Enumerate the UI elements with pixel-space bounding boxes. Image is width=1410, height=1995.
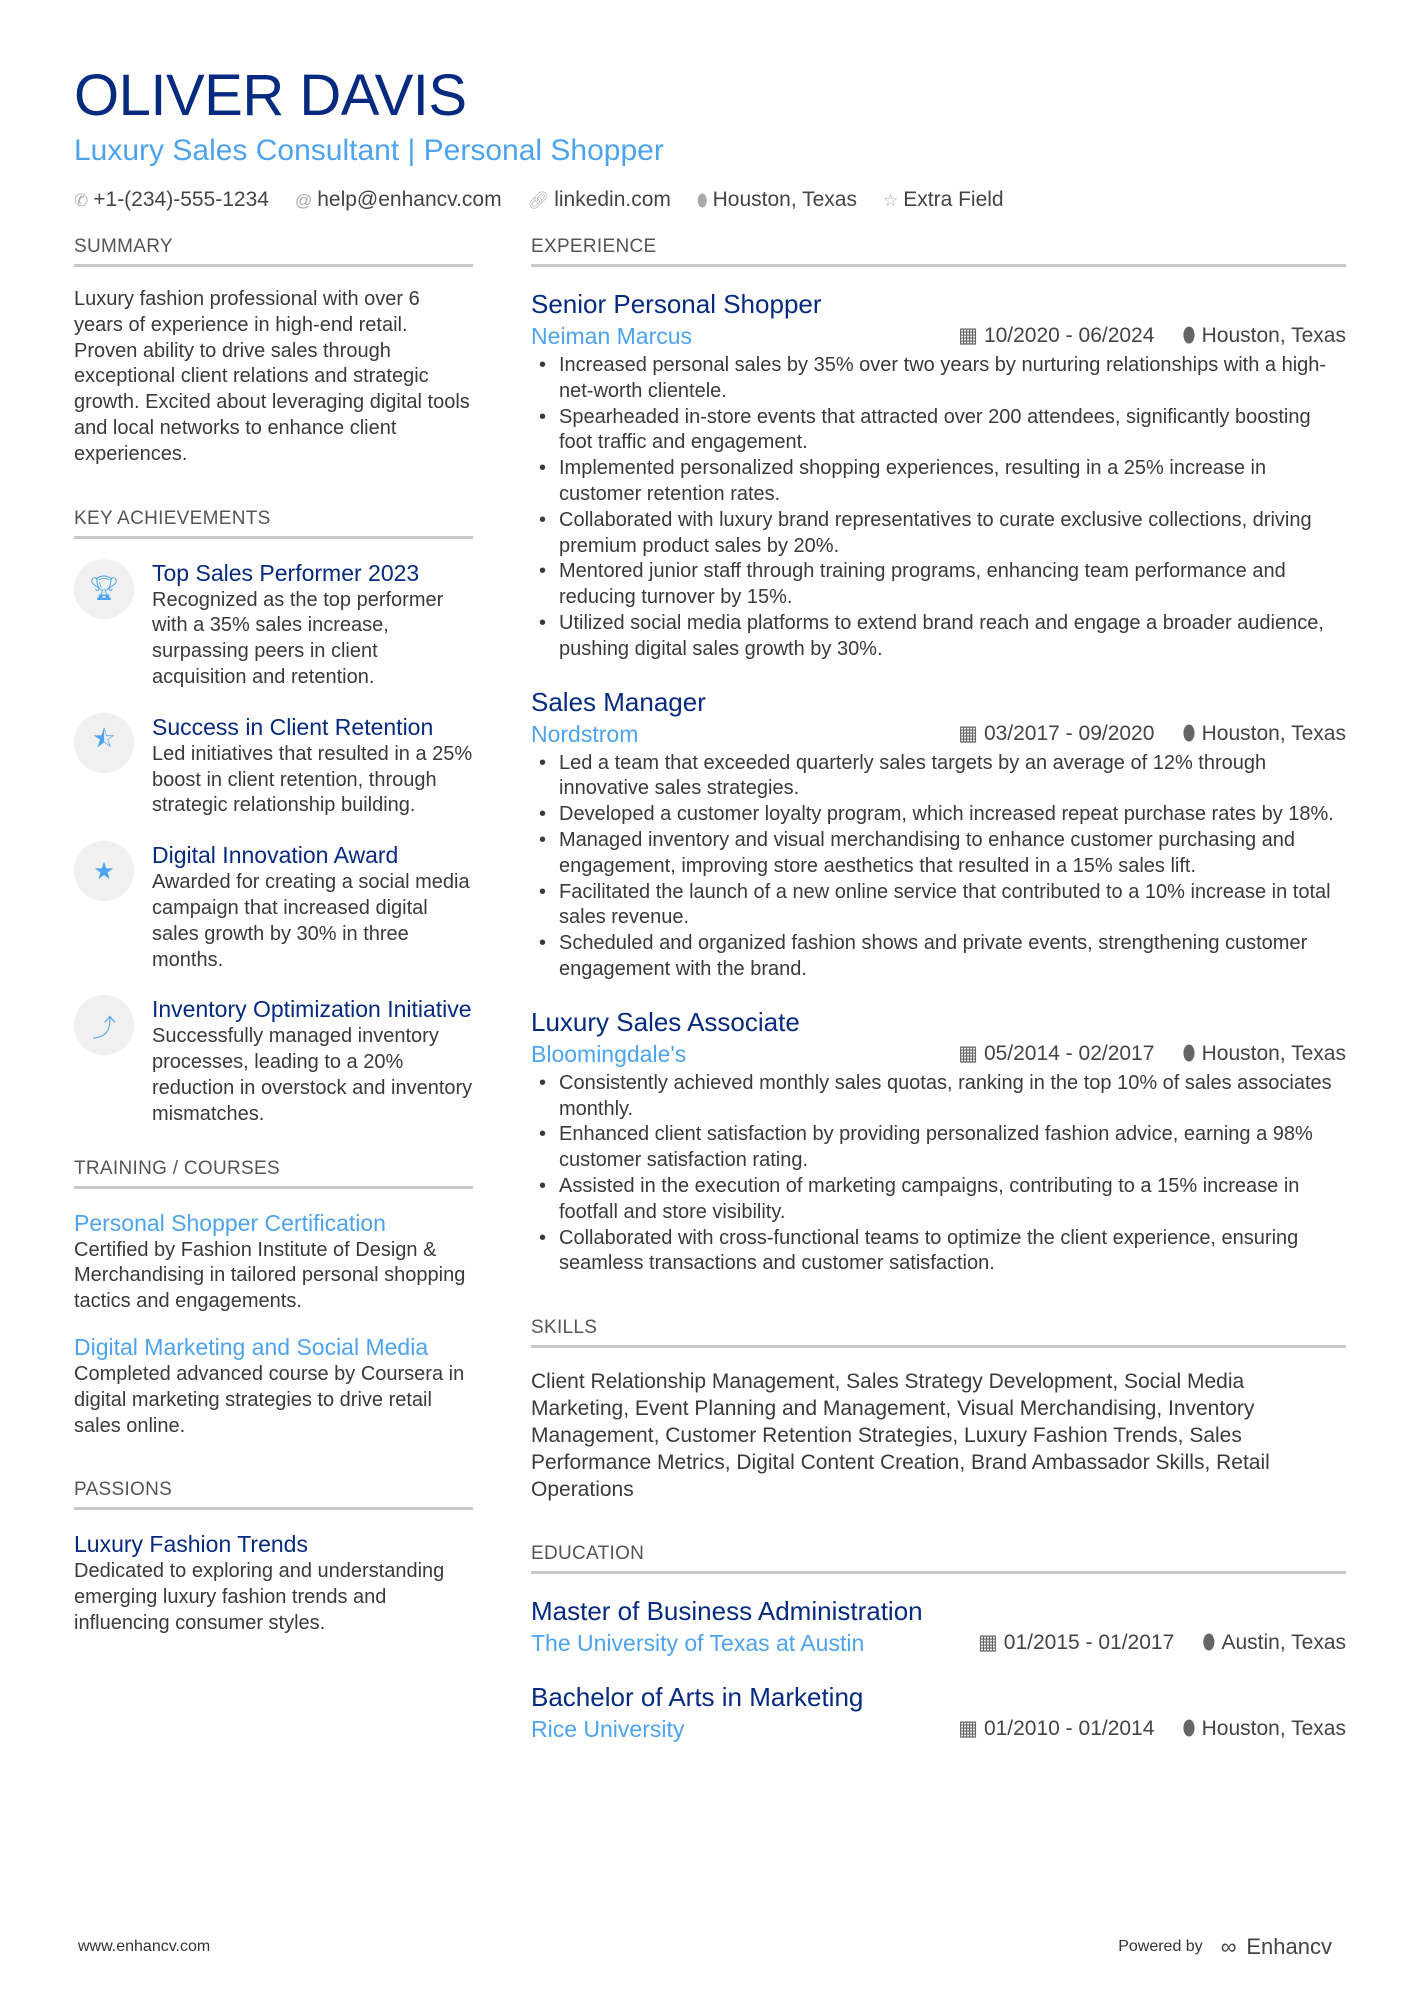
contact-text: help@enhancv.com (317, 188, 502, 211)
section-heading: PASSIONS (74, 1479, 473, 1510)
course-text: Completed advanced course by Coursera in digital marketing strategies to drive retail sales online. (74, 1362, 465, 1437)
school-name: Rice University (531, 1716, 685, 1743)
location-text: Houston, Texas (1201, 1717, 1346, 1741)
achievement-title: Success in Client Retention (152, 713, 434, 740)
contact-email[interactable] (295, 188, 502, 212)
job-bullet: • Consistently achieved monthly sales quotas, ranking in the top 10% of sales associates monthly. (531, 1071, 1346, 1123)
degree: Bachelor of Arts in Marketing (531, 1682, 864, 1713)
course-title: Digital Marketing and Social Media (74, 1333, 429, 1360)
education-entry (531, 1594, 1346, 1658)
resume-header (74, 62, 1004, 212)
job-bullet: • Developed a customer loyalty program, which increased repeat purchase rates by 18%. (531, 802, 1346, 828)
at-icon: @ (294, 191, 313, 210)
job-entry (531, 685, 1346, 983)
star-icon: ★ (74, 841, 134, 901)
contact-text: Houston, Texas (712, 188, 857, 211)
job-bullet: • Implemented personalized shopping experiences, resulting in a 25% increase in customer retention rates. (531, 456, 1346, 508)
job-dates (958, 719, 1154, 749)
achievement-item (74, 995, 473, 1127)
location-text: Houston, Texas (1201, 324, 1346, 347)
job-meta (958, 1039, 1346, 1069)
job-bullet: • Utilized social media platforms to extend brand reach and engage a broader audience, pushing digital sales growth by 30%. (531, 611, 1346, 663)
powered-by (1118, 1934, 1332, 1960)
location-text: Houston, Texas (1201, 1041, 1346, 1065)
job-bullet: • Enhanced client satisfaction by providing personalized fashion advice, earning a 98% customer satisfaction rating. (531, 1122, 1346, 1174)
section-heading: SUMMARY (74, 236, 473, 267)
achievement-item (74, 559, 473, 691)
company-name: Bloomingdale's (531, 1040, 687, 1067)
job-bullet: • Led a team that exceeded quarterly sales targets by an average of 12% through innovative sales strategies. (531, 751, 1346, 803)
job-meta-row (531, 719, 1346, 749)
job-bullet: • Facilitated the launch of a new online service that contributed to a 10% increase in total sales revenue. (531, 880, 1346, 932)
star-icon: ☆ (882, 191, 899, 210)
job-location (1182, 719, 1346, 749)
brand-name: Enhancv (1246, 1934, 1332, 1959)
powered-by-label: Powered by (1118, 1938, 1203, 1955)
section-heading: KEY ACHIEVEMENTS (74, 508, 473, 539)
achievement-text: Awarded for creating a social media campaign that increased digital sales growth by 30% in three months. (152, 871, 470, 971)
course-item (74, 1209, 473, 1315)
contact-linkedin[interactable] (528, 188, 671, 212)
enhancv-logo (1221, 1934, 1332, 1960)
job-bullet: • Spearheaded in-store events that attracted over 200 attendees, significantly boosting foot traffic and engagement. (531, 405, 1346, 457)
school-name: The University of Texas at Austin (531, 1630, 865, 1657)
footer (78, 1934, 1332, 1960)
education-location (1182, 1714, 1346, 1744)
location-text: Austin, Texas (1221, 1631, 1346, 1655)
location-icon: ⬮ (696, 191, 708, 210)
job-dates (958, 321, 1154, 351)
summary-section (74, 236, 473, 468)
job-bullet: • Scheduled and organized fashion shows and private events, strengthening customer engagement with the brand. (531, 931, 1346, 983)
section-heading: EDUCATION (531, 1543, 1346, 1574)
experience-section (531, 236, 1346, 1277)
location-icon: ⬮ (1182, 324, 1196, 347)
achievement-title: Inventory Optimization Initiative (152, 996, 472, 1023)
half-star-icon: ⯪ (74, 713, 134, 773)
contact-text: linkedin.com (554, 188, 671, 211)
job-meta (958, 719, 1346, 749)
location-text: Houston, Texas (1201, 721, 1346, 745)
course-title: Personal Shopper Certification (74, 1209, 386, 1236)
job-bullets (531, 353, 1346, 663)
dates-text: 03/2017 - 09/2020 (983, 721, 1155, 745)
phone-icon: ✆ (74, 191, 89, 210)
education-dates (978, 1628, 1174, 1658)
summary-text: Luxury fashion professional with over 6 years of experience in high-end retail. Proven ability to drive sales through exceptional client relations and strategic growth. Excited about leveraging digital tools and local networks to enhance client experiences. (74, 288, 470, 465)
link-icon: 🔗︎ (527, 191, 550, 210)
job-meta (958, 321, 1346, 351)
job-meta-row (531, 1039, 1346, 1069)
calendar-icon: ▦ (958, 1041, 978, 1065)
candidate-name: OLIVER DAVIS (74, 63, 467, 128)
dates-text: 10/2020 - 06/2024 (983, 324, 1155, 347)
location-icon: ⬮ (1202, 1631, 1216, 1655)
job-location (1182, 321, 1346, 351)
job-bullet: • Collaborated with luxury brand representatives to curate exclusive collections, driving premium product sales by 20%. (531, 508, 1346, 560)
job-role: Senior Personal Shopper (531, 289, 822, 319)
contact-text: +1-(234)-555-1234 (93, 188, 269, 211)
contact-text: Extra Field (903, 188, 1004, 211)
job-bullet: • Managed inventory and visual merchandising to enhance customer purchasing and engagement, improving store aesthetics that resulted in a 15% sales lift. (531, 828, 1346, 880)
contact-location (697, 188, 857, 212)
route-icon: ⤴ (74, 995, 134, 1055)
section-heading: EXPERIENCE (531, 236, 1346, 267)
passion-title: Luxury Fashion Trends (74, 1531, 308, 1558)
calendar-icon: ▦ (958, 324, 978, 347)
job-bullets (531, 751, 1346, 983)
trophy-icon: 🏆︎ (74, 559, 134, 619)
achievement-item (74, 713, 473, 819)
dates-text: 01/2015 - 01/2017 (1003, 1631, 1175, 1655)
company-name: Nordstrom (531, 720, 639, 747)
education-meta (958, 1714, 1346, 1744)
course-text: Certified by Fashion Institute of Design & Merchandising in tailored personal shopping tactics and engagements. (74, 1238, 466, 1313)
right-column (531, 236, 1346, 1784)
contact-phone[interactable] (74, 188, 269, 212)
course-item (74, 1333, 473, 1439)
education-meta (978, 1628, 1346, 1658)
achievement-item (74, 841, 473, 973)
achievements-section (74, 508, 473, 1128)
education-entry (531, 1680, 1346, 1744)
job-role: Sales Manager (531, 686, 706, 717)
left-column (74, 236, 473, 1677)
degree: Master of Business Administration (531, 1596, 923, 1627)
company-name: Neiman Marcus (531, 323, 693, 349)
achievement-title: Digital Innovation Award (152, 842, 399, 869)
job-role: Luxury Sales Associate (531, 1006, 800, 1037)
dates-text: 01/2010 - 01/2014 (983, 1717, 1155, 1741)
achievement-text: Successfully managed inventory processes, leading to a 20% reduction in overstock and inventory mismatches. (152, 1025, 473, 1125)
job-location (1182, 1039, 1346, 1069)
achievement-text: Led initiatives that resulted in a 25% boost in client retention, through strategic relationship building. (152, 742, 473, 817)
job-bullet: • Mentored junior staff through training programs, enhancing team performance and reducing turnover by 15%. (531, 559, 1346, 611)
education-location (1202, 1628, 1346, 1658)
job-meta-row (531, 321, 1346, 351)
education-dates (958, 1714, 1154, 1744)
skills-text: Client Relationship Management, Sales Strategy Development, Social Media Marketing, Event Planning and Management, Visual Merchandising, Inventory Management, Customer Retention Strategies, Luxury Fashion Trends, Sales Performance Metrics, Digital Content Creation, Brand Ambassador Skills, Retail Operations (531, 1370, 1270, 1502)
job-entry (531, 287, 1346, 663)
job-bullets (531, 1071, 1346, 1277)
passion-item (74, 1530, 473, 1636)
job-bullet: • Collaborated with cross-functional teams to optimize the client experience, ensuring seamless transactions and customer satisfaction. (531, 1226, 1346, 1278)
footer-website[interactable]: www.enhancv.com (78, 1938, 211, 1955)
location-icon: ⬮ (1182, 1041, 1196, 1065)
contact-list (74, 188, 1004, 212)
calendar-icon: ▦ (958, 1717, 978, 1741)
calendar-icon: ▦ (958, 721, 978, 745)
skills-section (531, 1317, 1346, 1503)
achievement-text: Recognized as the top performer with a 35% sales increase, surpassing peers in client acquisition and retention. (152, 588, 444, 688)
candidate-title: Luxury Sales Consultant | Personal Shopper (74, 134, 664, 167)
job-bullet: • Increased personal sales by 35% over two years by nurturing relationships with a high-net-worth clientele. (531, 353, 1346, 405)
enhancv-logo-icon: ∞ (1220, 1934, 1237, 1959)
job-dates (958, 1039, 1154, 1069)
contact-extra (883, 188, 1004, 212)
job-entry (531, 1005, 1346, 1277)
location-icon: ⬮ (1182, 721, 1196, 745)
section-heading: SKILLS (531, 1317, 1346, 1348)
education-meta-row (531, 1714, 1346, 1744)
education-section (531, 1543, 1346, 1744)
calendar-icon: ▦ (977, 1631, 998, 1655)
location-icon: ⬮ (1182, 1717, 1196, 1741)
education-meta-row (531, 1628, 1346, 1658)
passion-text: Dedicated to exploring and understanding emerging luxury fashion trends and influencing consumer styles. (74, 1560, 445, 1634)
training-section (74, 1158, 473, 1440)
achievement-title: Top Sales Performer 2023 (152, 559, 420, 586)
section-heading: TRAINING / COURSES (74, 1158, 473, 1189)
job-bullet: • Assisted in the execution of marketing campaigns, contributing to a 15% increase in footfall and store visibility. (531, 1174, 1346, 1226)
passions-section (74, 1479, 473, 1636)
dates-text: 05/2014 - 02/2017 (983, 1041, 1155, 1065)
